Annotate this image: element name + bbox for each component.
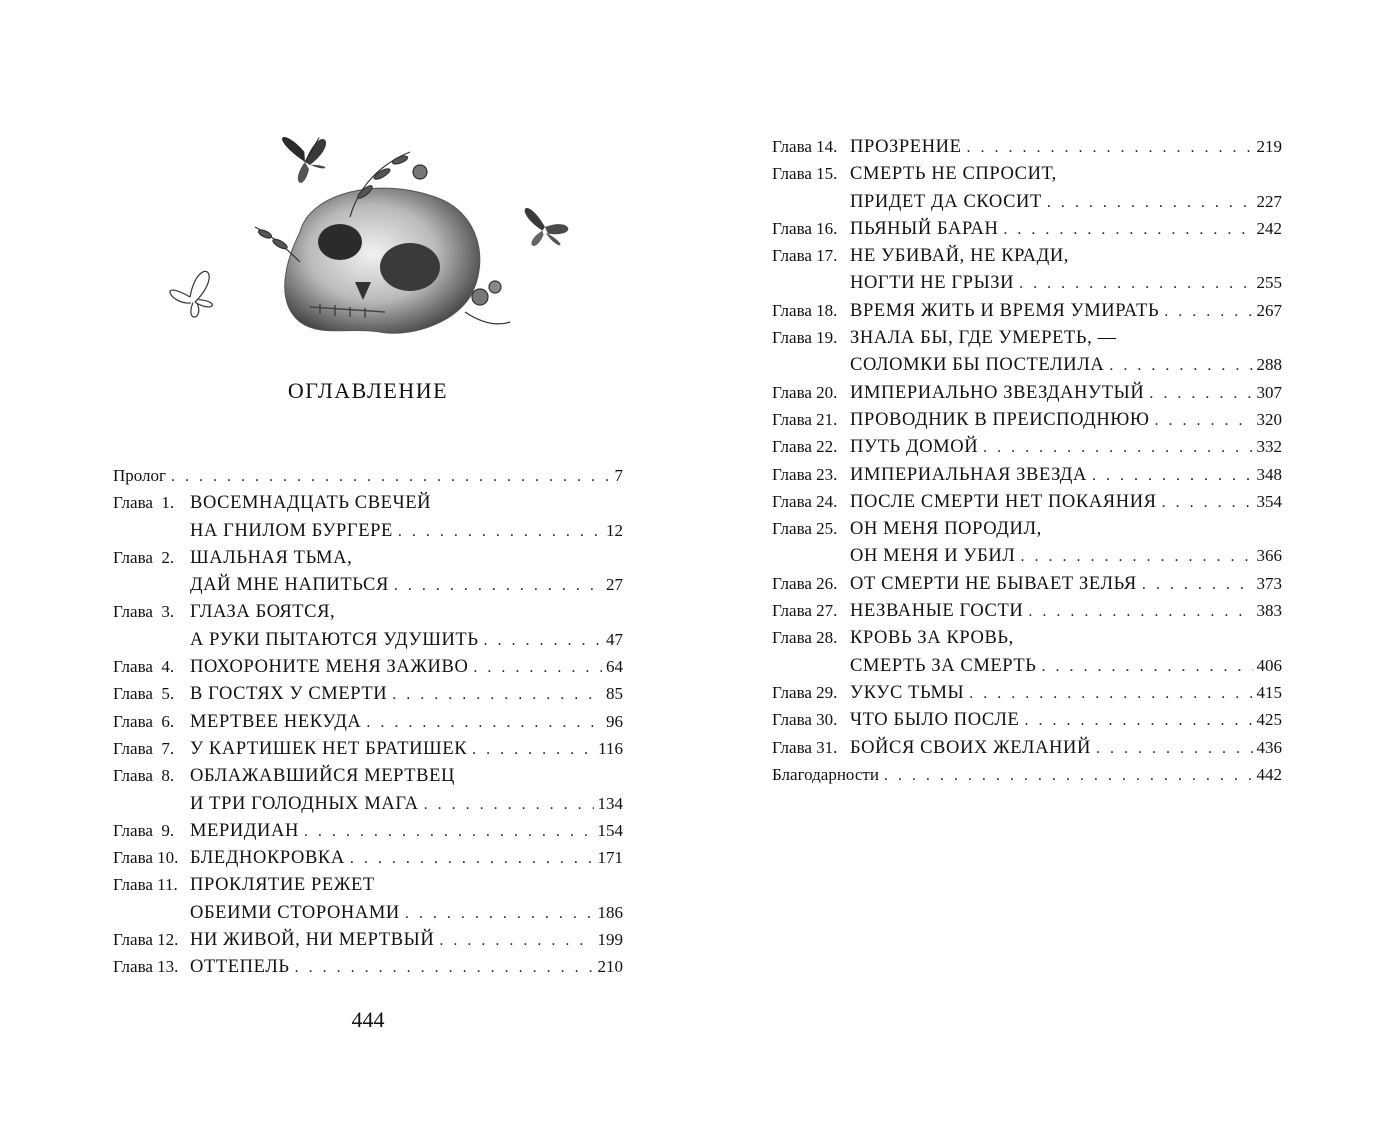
chapter-label: Глава 12. [113,930,179,950]
leader-dots [171,463,610,490]
chapter-title: ДАЙ МНЕ НАПИТЬСЯ [190,575,389,596]
page-ref: 96 [606,711,623,731]
leader-dots [295,954,594,981]
toc-entry [113,462,623,489]
chapter-title: ОН МЕНЯ ПОРОДИЛ, [850,519,1042,540]
toc-entry [113,926,623,953]
chapter-title: ОТТЕПЕЛЬ [190,957,290,978]
toc-line [772,652,1282,679]
toc-line [772,515,1282,542]
leader-dots [484,627,602,654]
toc-line [772,679,1282,706]
chapter-title: ОБЕИМИ СТОРОНАМИ [190,902,400,923]
toc-entry [113,598,623,653]
chapter-title: ВРЕМЯ ЖИТЬ И ВРЕМЯ УМИРАТЬ [850,300,1160,321]
toc-line [772,269,1282,296]
leader-dots [1042,653,1253,680]
toc-line [772,461,1282,488]
chapter-label: Глава 25. [772,519,838,539]
chapter-label: Глава 28. [772,628,838,648]
chapter-title: ПЬЯНЫЙ БАРАН [850,218,999,239]
leader-dots [1149,380,1252,407]
chapter-label: Глава 1. [113,493,175,513]
chapter-title: У КАРТИШЕК НЕТ БРАТИШЕК [190,738,468,759]
page-ref: 436 [1256,737,1282,757]
toc-entry [772,679,1282,706]
chapter-label: Глава 5. [113,684,175,704]
chapter-label: Глава 6. [113,711,175,731]
chapter-title: ОБЛАЖАВШИЙСЯ МЕРТВЕЦ [190,766,455,787]
leader-dots [392,681,602,708]
chapter-label: Глава 17. [772,246,838,266]
toc-line [113,598,623,625]
toc-entry [113,708,623,735]
toc-entry [113,680,623,707]
page-ref: 255 [1256,273,1282,293]
page-ref: 425 [1256,710,1282,730]
chapter-label: Глава 14. [772,137,838,156]
leader-dots [304,818,594,845]
toc-line [772,488,1282,515]
skull-butterflies-illustration [150,122,590,362]
toc-line [772,433,1282,460]
chapter-title: УКУС ТЬМЫ [850,682,965,703]
page-number: 444 [351,1007,385,1032]
chapter-label: Глава 18. [772,300,838,320]
chapter-title: ИМПЕРИАЛЬНО ЗВЕЗДАНУТЫЙ [850,382,1145,403]
chapter-title: ПОСЛЕ СМЕРТИ НЕТ ПОКАЯНИЯ [850,491,1157,512]
chapter-title: ПРОЗРЕНИЕ [850,137,962,157]
toc-entry [113,735,623,762]
leader-dots [1024,707,1252,734]
toc-line [113,953,623,980]
toc-line [113,653,623,680]
page-ref: 227 [1256,191,1282,211]
toc-entry [772,515,1282,570]
chapter-label: Глава 21. [772,409,838,429]
chapter-title: НЕЗВАНЫЕ ГОСТИ [850,601,1024,622]
chapter-label: Пролог [113,466,167,485]
page-ref: 199 [597,930,623,950]
chapter-label: Глава 23. [772,464,838,484]
page-ref: 288 [1256,355,1282,375]
page-ref: 332 [1256,437,1282,457]
toc-line [772,597,1282,624]
chapter-label: Глава 3. [113,602,175,622]
toc-entry [772,160,1282,215]
toc-line [113,571,623,598]
page-ref: 64 [606,657,623,677]
toc-entry [772,461,1282,488]
page-ref: 442 [1256,764,1282,784]
chapter-title: МЕРТВЕЕ НЕКУДА [190,711,362,732]
leader-dots [1162,489,1253,516]
toc-entry [113,817,623,844]
leader-dots [1047,189,1253,216]
toc-line [113,926,623,953]
chapter-title: ПУТЬ ДОМОЙ [850,437,979,458]
page-ref: 116 [598,738,623,758]
chapter-label: Глава 15. [772,164,838,184]
leader-dots [398,518,602,545]
leader-dots [1096,735,1253,762]
page-ref: 307 [1256,382,1282,402]
toc-entry [772,597,1282,624]
chapter-title: ГЛАЗА БОЯТСЯ, [190,602,336,623]
toc-entry [772,734,1282,761]
toc-entry [772,624,1282,679]
chapter-title: ЗНАЛА БЫ, ГДЕ УМЕРЕТЬ, — [850,328,1117,349]
toc-entry [772,133,1282,160]
chapter-title: ОН МЕНЯ И УБИЛ [850,546,1016,567]
page-ref: 354 [1256,491,1282,511]
chapter-title: И ТРИ ГОЛОДНЫХ МАГА [190,793,419,814]
leader-dots [967,134,1253,161]
toc-line [772,542,1282,569]
chapter-title: ВОСЕМНАДЦАТЬ СВЕЧЕЙ [190,493,432,514]
page-ref: 366 [1256,546,1282,566]
toc-line [113,517,623,544]
chapter-label: Глава 19. [772,328,838,348]
toc-line [772,379,1282,406]
toc-line [772,160,1282,187]
chapter-label: Глава 8. [113,766,175,786]
toc-line [113,626,623,653]
chapter-title: ИМПЕРИАЛЬНАЯ ЗВЕЗДА [850,464,1087,485]
page-ref: 154 [597,820,623,840]
leader-dots [1092,462,1253,489]
toc-line [772,570,1282,597]
chapter-title: БЛЕДНОКРОВКА [190,848,345,869]
butterfly-right-icon [519,208,571,252]
page-ref: 320 [1256,409,1282,429]
toc-line [772,188,1282,215]
toc-line [772,133,1282,160]
chapter-label: Глава 30. [772,710,838,730]
leader-dots [1109,352,1252,379]
leader-dots [439,927,593,954]
toc-line [113,844,623,871]
page-ref: 47 [606,629,623,649]
toc-entry [772,297,1282,324]
toc-entry [772,324,1282,379]
leader-dots [1028,598,1252,625]
toc-line [772,761,1282,788]
leader-dots [1142,571,1253,598]
chapter-label: Глава 16. [772,218,838,238]
chapter-label: Глава 11. [113,875,178,895]
toc-line [113,462,623,489]
toc-line [772,324,1282,351]
chapter-label: Глава 24. [772,491,838,511]
chapter-title: НЕ УБИВАЙ, НЕ КРАДИ, [850,246,1070,267]
chapter-title: ЧТО БЫЛО ПОСЛЕ [850,710,1020,731]
chapter-label: Глава 27. [772,601,838,621]
leader-dots [1155,407,1253,434]
leader-dots [1003,216,1252,243]
toc-line [772,406,1282,433]
leader-dots [394,572,602,599]
toc-entry [113,871,623,926]
page-ref: 373 [1256,573,1282,593]
chapter-title: СМЕРТЬ НЕ СПРОСИТ, [850,164,1057,185]
leader-dots [424,791,594,818]
toc-entry [113,762,623,817]
chapter-label: Благодарности [772,764,879,784]
chapter-label: Глава 9. [113,820,175,840]
leader-dots [473,654,602,681]
toc-entry [772,242,1282,297]
chapter-title: БОЙСЯ СВОИХ ЖЕЛАНИЙ [850,737,1091,758]
page-ref: 12 [606,520,623,540]
toc-line [772,624,1282,651]
leader-dots [472,736,594,763]
toc-entry [772,406,1282,433]
chapter-title: В ГОСТЯХ У СМЕРТИ [190,684,388,705]
toc-line [772,215,1282,242]
butterfly-left-icon [167,271,215,321]
toc-entry [772,706,1282,733]
toc-entry [113,544,623,599]
toc-line [772,351,1282,378]
page-ref: 406 [1256,655,1282,675]
butterfly-top-icon [282,127,335,185]
chapter-label: Глава 13. [113,957,179,977]
page-ref: 348 [1256,464,1282,484]
chapter-label: Глава 10. [113,848,179,868]
leader-dots [405,900,594,927]
toc-entry [113,844,623,871]
page-ref: 85 [606,684,623,704]
toc-line [113,762,623,789]
leader-dots [1164,298,1252,325]
chapter-title: МЕРИДИАН [190,820,299,841]
chapter-label: Глава 31. [772,737,838,757]
chapter-title: НОГТИ НЕ ГРЫЗИ [850,273,1015,294]
toc-list-left [113,462,623,981]
page-ref: 171 [597,848,623,868]
toc-line [113,489,623,516]
page-ref: 210 [597,957,623,977]
chapter-title: ПРОВОДНИК В ПРЕИСПОДНЮЮ [850,409,1150,430]
chapter-label: Глава 26. [772,573,838,593]
toc-line [113,708,623,735]
chapter-title: КРОВЬ ЗА КРОВЬ, [850,628,1014,649]
page-ref: 27 [606,575,623,595]
chapter-title: НИ ЖИВОЙ, НИ МЕРТВЫЙ [190,930,435,951]
toc-heading: ОГЛАВЛЕНИЕ [287,378,449,403]
toc-line [772,242,1282,269]
chapter-title: СМЕРТЬ ЗА СМЕРТЬ [850,655,1037,676]
toc-entry [772,379,1282,406]
toc-line [772,734,1282,761]
chapter-title: СОЛОМКИ БЫ ПОСТЕЛИЛА [850,355,1105,376]
toc-entry [113,489,623,544]
leader-dots [350,845,594,872]
toc-entry [772,433,1282,460]
chapter-title: ПРИДЕТ ДА СКОСИТ [850,191,1042,212]
chapter-title: НА ГНИЛОМ БУРГЕРЕ [190,520,393,541]
toc-line [113,790,623,817]
toc-entry [772,570,1282,597]
chapter-label: Глава 7. [113,738,175,758]
leader-dots [366,709,602,736]
page-ref: 267 [1256,300,1282,320]
leader-dots [884,762,1253,789]
page-ref: 415 [1256,682,1282,702]
chapter-label: Глава 22. [772,437,838,457]
chapter-label: Глава 2. [113,547,175,567]
page-ref: 186 [597,902,623,922]
page-ref: 7 [614,466,623,485]
toc-line [113,544,623,571]
toc-entry [772,488,1282,515]
toc-line [772,297,1282,324]
toc-entry [113,953,623,980]
page-ref: 242 [1256,218,1282,238]
chapter-title: А РУКИ ПЫТАЮТСЯ УДУШИТЬ [190,629,479,650]
chapter-title: ПОХОРОНИТЕ МЕНЯ ЗАЖИВО [190,657,469,678]
leader-dots [983,434,1252,461]
toc-line [113,871,623,898]
chapter-title: ШАЛЬНАЯ ТЬМА, [190,547,353,568]
toc-line [113,680,623,707]
leader-dots [969,680,1252,707]
leader-dots [1020,543,1252,570]
toc-entry [772,215,1282,242]
chapter-title: ОТ СМЕРТИ НЕ БЫВАЕТ ЗЕЛЬЯ [850,573,1137,594]
leader-dots [1019,270,1252,297]
toc-entry [772,761,1282,788]
toc-line [772,706,1282,733]
chapter-label: Глава 29. [772,682,838,702]
chapter-label: Глава 20. [772,382,838,402]
page-ref: 134 [597,793,623,813]
toc-line [113,735,623,762]
toc-entry [113,653,623,680]
toc-line [113,817,623,844]
skull-icon [285,188,480,333]
page-ref: 219 [1256,137,1282,156]
page-ref: 383 [1256,601,1282,621]
chapter-title: ПРОКЛЯТИЕ РЕЖЕТ [190,875,375,896]
toc-list-right [772,133,1282,788]
chapter-label: Глава 4. [113,657,175,677]
toc-line [113,899,623,926]
